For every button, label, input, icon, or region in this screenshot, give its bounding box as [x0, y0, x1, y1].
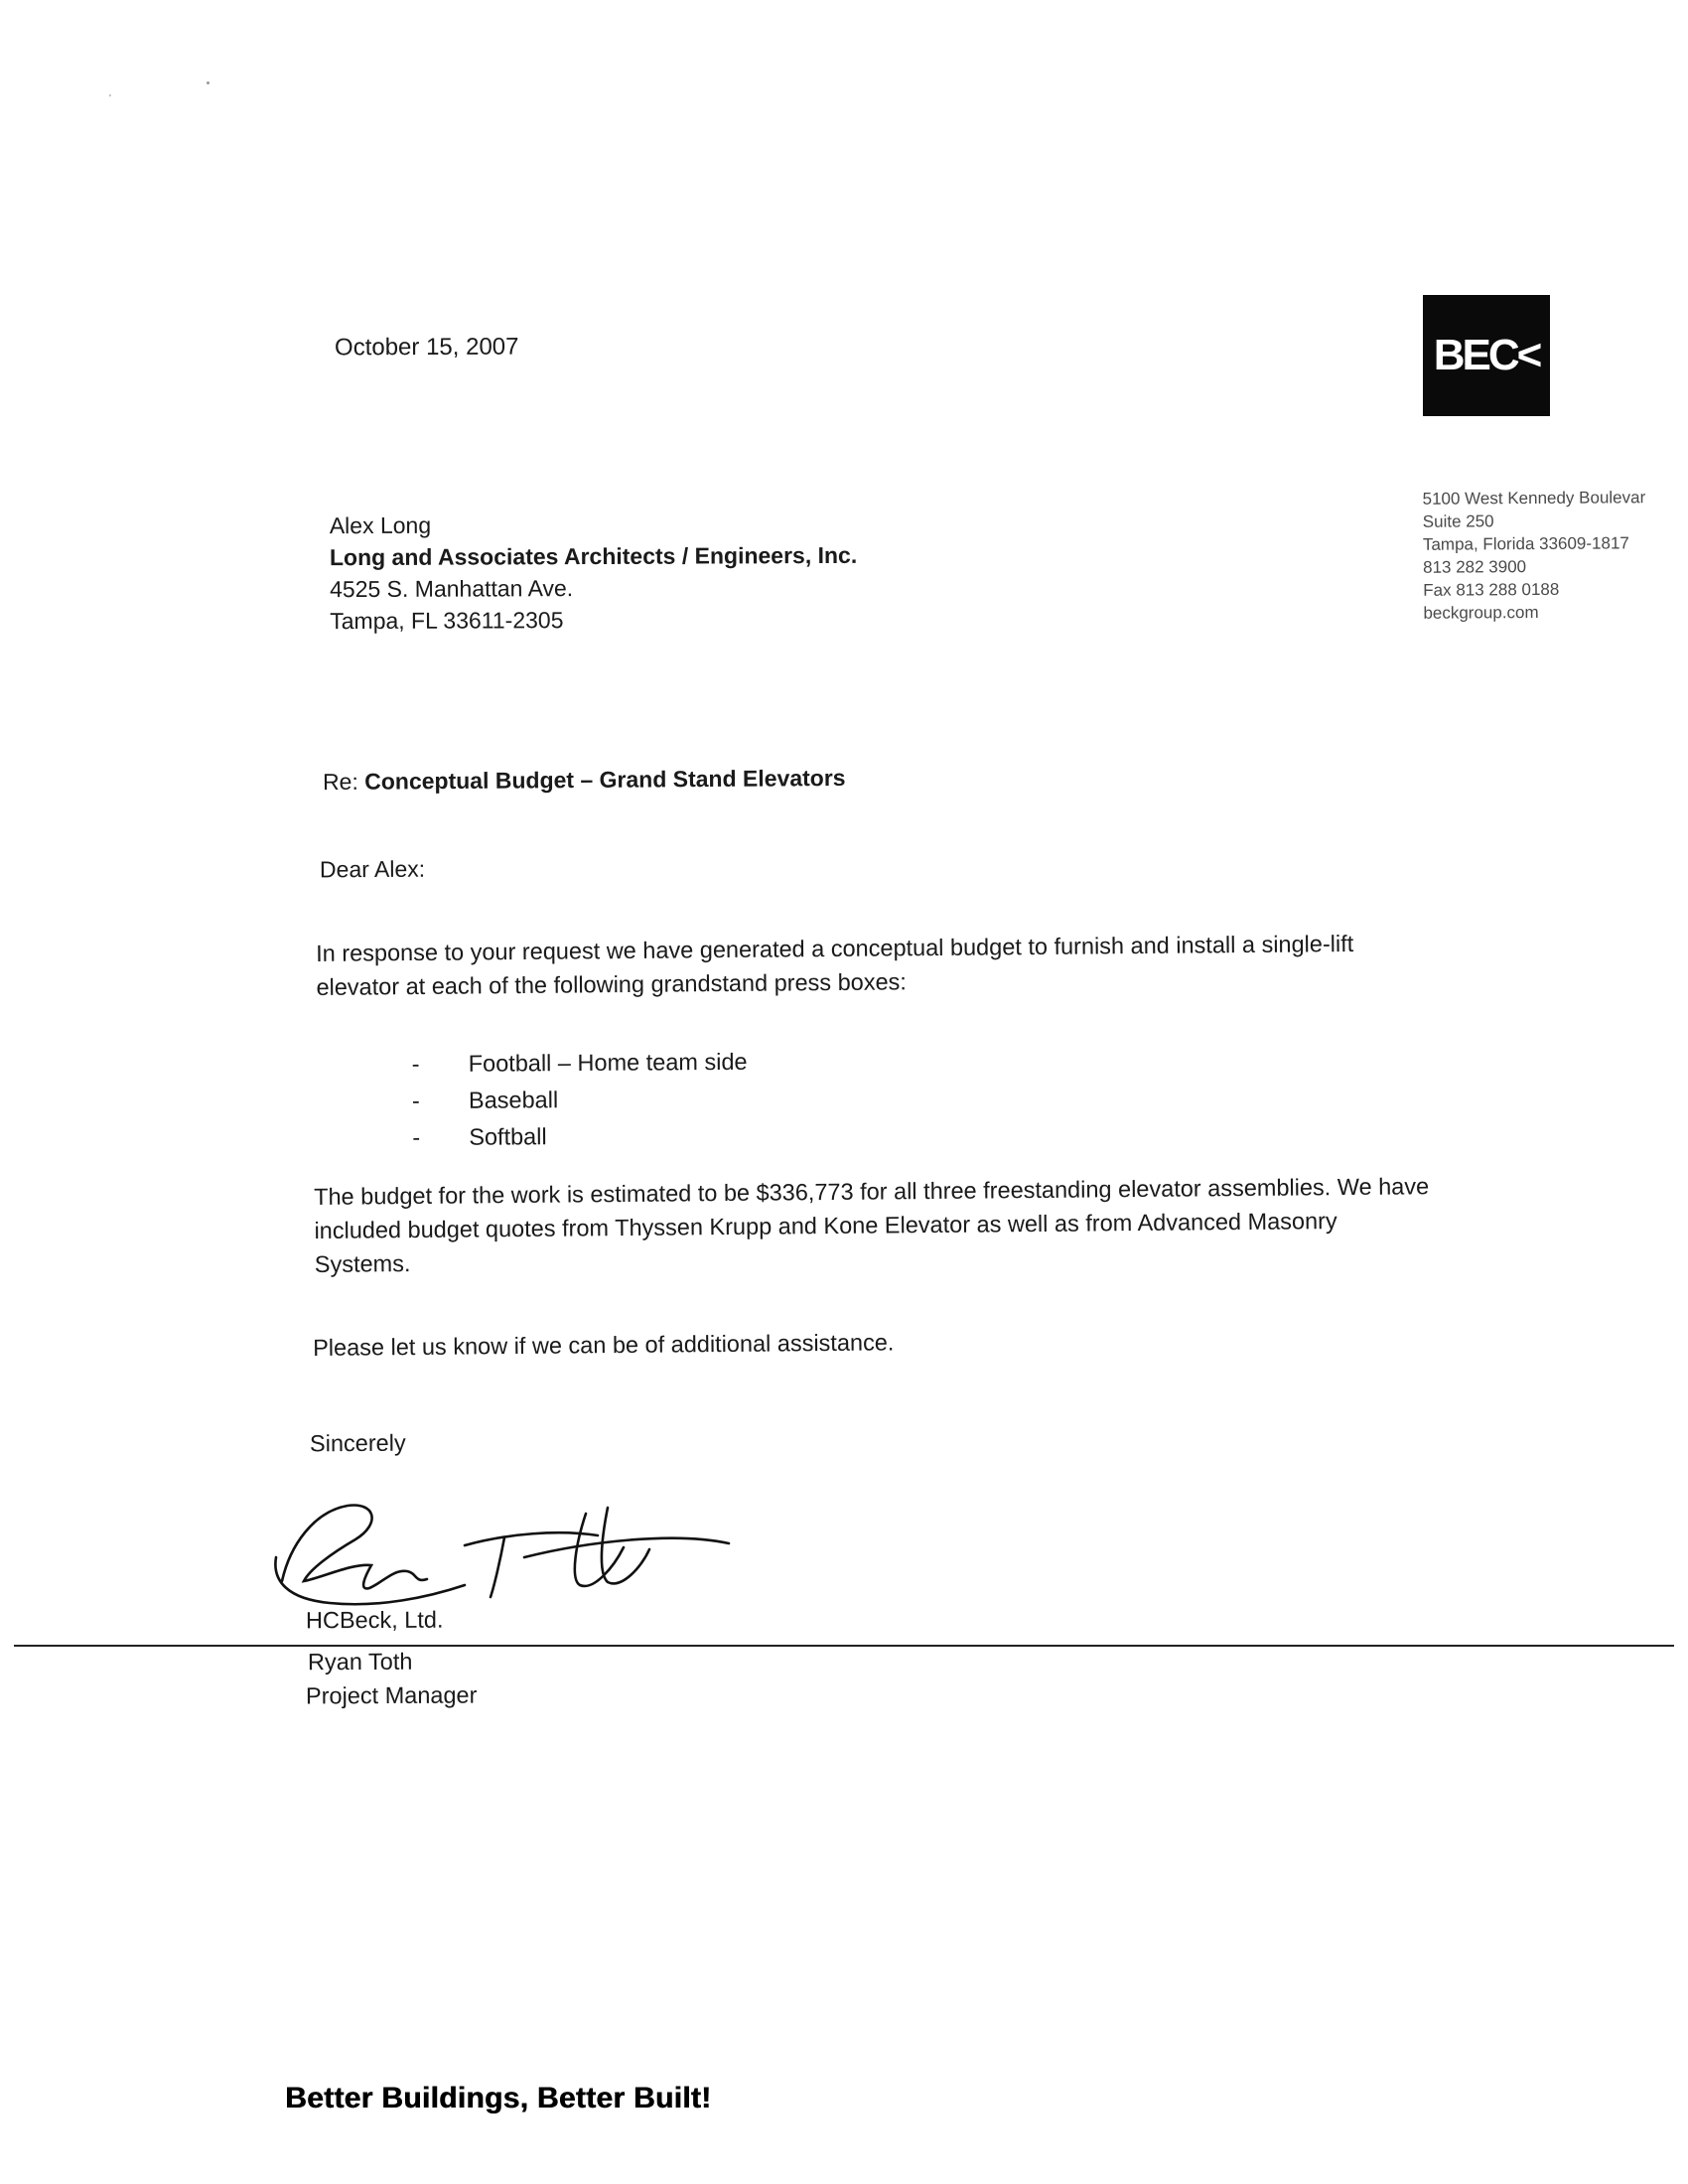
signature-title: Project Manager [305, 1681, 478, 1709]
recipient-company: Long and Associates Architects / Engineers, Inc. [329, 541, 858, 571]
recipient-name: Alex Long [329, 511, 432, 539]
salutation: Dear Alex: [319, 855, 426, 883]
scan-artifact-mark: ˈ [105, 90, 113, 108]
closing: Sincerely [309, 1429, 406, 1457]
list-bullet: - [411, 1051, 420, 1078]
list-item [412, 1117, 748, 1156]
sender-address-line: 5100 West Kennedy Boulevar [1422, 488, 1646, 509]
sender-address-line: Suite 250 [1422, 511, 1494, 531]
recipient-street: 4525 S. Manhattan Ave. [330, 575, 574, 603]
list-item [412, 1044, 748, 1083]
list-item-text: Softball [469, 1123, 547, 1150]
sender-website: beckgroup.com [1423, 602, 1539, 623]
recipient-city: Tampa, FL 33611-2305 [330, 607, 564, 635]
re-subject: Conceptual Budget – Grand Stand Elevators [364, 764, 846, 795]
list-bullet: - [412, 1124, 421, 1151]
sender-fax: Fax 813 288 0188 [1423, 579, 1560, 600]
scan-line-artifact [14, 1645, 1674, 1647]
body-paragraph-3: Please let us know if we can be of additional assistance. [313, 1329, 895, 1361]
list-bullet: - [411, 1088, 420, 1114]
list-item-text: Baseball [468, 1087, 559, 1113]
signature-name: Ryan Toth [307, 1648, 413, 1675]
beck-logo [1423, 295, 1550, 416]
recipient-block [330, 508, 858, 637]
body-paragraph-1: In response to your request we have generated a conceptual budget to furnish and install a single-lift elevator at each of the following grandstand press boxes: [316, 930, 1354, 1000]
sender-phone: 813 282 3900 [1423, 557, 1527, 577]
list-item-text: Football – Home team side [468, 1048, 748, 1077]
body-paragraph-2: The budget for the work is estimated to be $336,773 for all three freestanding elevator assemblies. We have included budget quotes from Thyssen Krupp and Kone Elevator as well as from Advanced Masonry Systems. [314, 1173, 1430, 1277]
footer-tagline: Better Buildings, Better Built! [285, 2082, 712, 2114]
re-prefix: Re: [322, 768, 365, 796]
signature-company: HCBeck, Ltd. [305, 1606, 444, 1634]
re-line [323, 765, 846, 796]
beck-logo-text: BEC< [1433, 331, 1540, 379]
bullet-list [412, 1044, 749, 1156]
letter-date: October 15, 2007 [334, 333, 519, 362]
sender-address-line: Tampa, Florida 33609-1817 [1422, 533, 1629, 554]
scan-artifact-dot [207, 81, 210, 84]
list-item [412, 1081, 748, 1119]
sender-address-block [1423, 486, 1647, 625]
